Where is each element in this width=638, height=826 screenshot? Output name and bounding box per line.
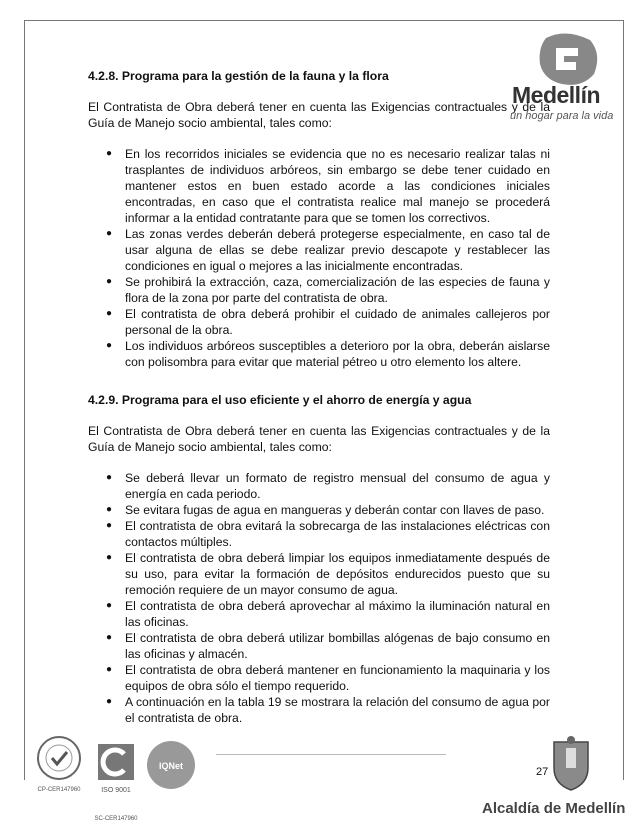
list-item: ● Se prohibirá la extracción, caza, comercialización de las especies de fauna y flora de la zona por parte del contratista de obra. — [106, 275, 550, 305]
alcaldia-logo-text: Alcaldía de Medellín — [482, 800, 626, 817]
section-heading: 4.2.8. Programa para la gestión de la fauna y la flora — [88, 69, 389, 83]
bullet-icon: ● — [106, 520, 113, 531]
svg-text:ISO 9001: ISO 9001 — [101, 787, 131, 794]
iso-9001-seal-icon — [92, 734, 140, 826]
svg-text:SC-CER147960: SC-CER147960 — [94, 816, 138, 822]
bullet-icon: ● — [106, 504, 113, 515]
bullet-icon: ● — [106, 664, 113, 675]
list-item: ● Se deberá llevar un formato de registro mensual del consumo de agua y energía en cada periodo. — [106, 471, 550, 501]
list-item: ● El contratista de obra deberá limpiar los equipos inmediatamente después de su uso, para evitar la formación de depósitos endurecidos puesto que su remoción requiere de un mayor consumo de agua. — [106, 551, 550, 597]
bullet-icon: ● — [106, 340, 113, 351]
bullet-list — [88, 146, 550, 370]
list-item: ● El contratista de obra evitará la sobrecarga de las instalaciones eléctricas con contactos múltiples. — [106, 519, 550, 549]
list-item: ● Las zonas verdes deberán deberá protegerse especialmente, en caso tal de usar alguna de ellas se debe realizar previo descapote y restablecer las condiciones en igual o mejores a las inicialmente encontradas. — [106, 227, 550, 273]
list-item: ● El contratista de obra deberá utilizar bombillas alógenas de bajo consumo en las oficinas y almacén. — [106, 631, 550, 661]
document-body — [88, 68, 550, 748]
svg-text:CP-CER147960: CP-CER147960 — [37, 787, 81, 793]
bullet-icon: ● — [106, 308, 113, 319]
bullet-icon: ● — [106, 552, 113, 563]
iqnet-seal-icon — [146, 734, 196, 796]
section-intro: El Contratista de Obra deberá tener en cuenta las Exigencias contractuales y de la Guía de Manejo socio ambiental, tales como: — [88, 424, 550, 454]
logo-tagline: un hogar para la vida — [510, 110, 614, 122]
bullet-icon: ● — [106, 148, 113, 159]
list-item: ● Se evitara fugas de agua en mangueras y deberán contar con llaves de paso. — [106, 503, 545, 517]
list-item: ● El contratista de obra deberá mantener en funcionamiento la maquinaria y los equipos de obra sólo el tiempo requerido. — [106, 663, 550, 693]
page-number: 27 — [536, 766, 549, 778]
icontec-seal-icon — [34, 734, 84, 794]
footer-rule — [216, 754, 446, 755]
list-item: ● El contratista de obra deberá prohibir el cuidado de animales callejeros por personal de la obra. — [106, 307, 550, 337]
bullet-icon: ● — [106, 472, 113, 483]
bullet-icon: ● — [106, 632, 113, 643]
svg-text:IQNet: IQNet — [158, 761, 184, 771]
list-item: ● En los recorridos iniciales se evidencia que no es necesario realizar talas ni trasplantes de individuos arbóreos, sin embargo se debe tener cuidado en mantener estos en buen estado acorde a las condiciones iniciales encontradas, en caso que el contratista realice mal manejo se procederá informar a la entidad contratante para que se tomen los correctivos. — [106, 147, 550, 225]
medellin-coat-of-arms-icon — [546, 734, 596, 794]
section-intro: El Contratista de Obra deberá tener en cuenta las Exigencias contractuales y de la Guía de Manejo socio ambiental, tales como: — [88, 100, 550, 130]
bullet-icon: ● — [106, 276, 113, 287]
section-heading: 4.2.9. Programa para el uso eficiente y el ahorro de energía y agua — [88, 393, 472, 407]
bullet-list — [88, 470, 550, 726]
logo-name: Medellín — [512, 82, 601, 108]
list-item: ● Los individuos arbóreos susceptibles a deterioro por la obra, deberán aislarse con polisombra para evitar que material pétreo u otro elemento los altere. — [106, 339, 550, 369]
bullet-icon: ● — [106, 228, 113, 239]
list-item: ● El contratista de obra deberá aprovechar al máximo la iluminación natural en las oficinas. — [106, 599, 550, 629]
bullet-icon: ● — [106, 696, 113, 707]
bullet-icon: ● — [106, 600, 113, 611]
list-item: ● A continuación en la tabla 19 se mostrara la relación del consumo de agua por el contratista de obra. — [106, 695, 550, 725]
